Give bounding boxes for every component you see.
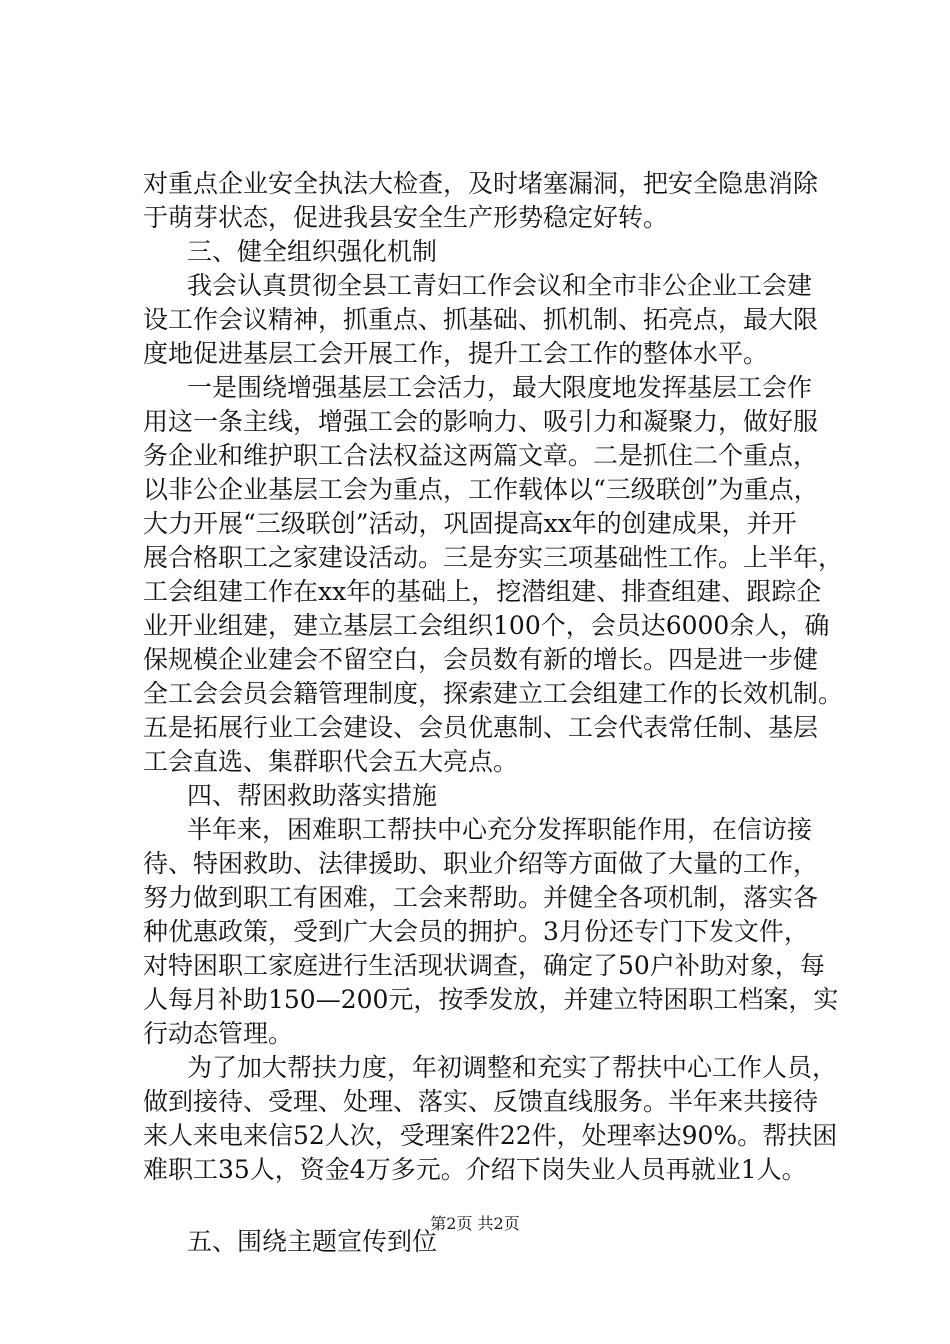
text-line: 工会直选、集群职代会五大亮点。 bbox=[143, 747, 519, 776]
text-line: 对重点企业安全执法大检查，及时堵塞漏洞，把安全隐患消除 bbox=[143, 169, 819, 198]
text-line: 务企业和维护职工合法权益这两篇文章。二是抓住二个重点， bbox=[143, 441, 819, 470]
page-footer: 第2页 共2页 bbox=[430, 1214, 520, 1233]
text-line: 三、健全组织强化机制 bbox=[187, 237, 438, 266]
text-line: 五是拓展行业工会建设、会员优惠制、工会代表常任制、基层 bbox=[143, 713, 819, 742]
text-line: 做到接待、受理、处理、落实、反馈直线服务。半年来共接待 bbox=[143, 1087, 819, 1116]
text-line: 来人来电来信52人次，受理案件22件，处理率达90%。帮扶困 bbox=[143, 1121, 838, 1150]
text-line: 于萌芽状态，促进我县安全生产形势稳定好转。 bbox=[143, 203, 669, 232]
text-line: 待、特困救助、法律援助、职业介绍等方面做了大量的工作， bbox=[143, 849, 819, 878]
text-line: 以非公企业基层工会为重点，工作载体以“三级联创”为重点， bbox=[143, 475, 819, 504]
text-line: 努力做到职工有困难，工会来帮助。并健全各项机制，落实各 bbox=[143, 883, 819, 912]
text-line: 度地促进基层工会开展工作，提升工会工作的整体水平。 bbox=[143, 339, 769, 368]
text-line: 四、帮困救助落实措施 bbox=[187, 781, 438, 810]
text-line: 对特困职工家庭进行生活现状调查，确定了50户补助对象，每 bbox=[143, 951, 825, 980]
text-line: 难职工35人，资金4万多元。介绍下岗失业人员再就业1人。 bbox=[143, 1155, 807, 1184]
text-line: 大力开展“三级联创”活动，巩固提高xx年的创建成果，并开 bbox=[143, 509, 797, 538]
text-line: 工会组建工作在xx年的基础上，挖潜组建、排查组建、跟踪企 bbox=[143, 577, 822, 606]
text-line: 人每月补助150—200元，按季发放，并建立特困职工档案，实 bbox=[143, 985, 839, 1014]
text-line: 我会认真贯彻全县工青妇工作会议和全市非公企业工会建 bbox=[187, 271, 813, 300]
text-line: 全工会会员会籍管理制度，探索建立工会组建工作的长效机制。 bbox=[143, 679, 844, 708]
text-line: 行动态管理。 bbox=[143, 1019, 294, 1048]
text-line: 用这一条主线，增强工会的影响力、吸引力和凝聚力，做好服 bbox=[143, 407, 819, 436]
text-line: 业开业组建，建立基层工会组织100个，会员达6000余人，确 bbox=[143, 611, 830, 640]
text-line: 保规模企业建会不留空白，会员数有新的增长。四是进一步健 bbox=[143, 645, 819, 674]
text-line: 一是围绕增强基层工会活力，最大限度地发挥基层工会作 bbox=[187, 373, 813, 402]
text-line: 半年来，困难职工帮扶中心充分发挥职能作用，在信访接 bbox=[187, 815, 813, 844]
text-line: 设工作会议精神，抓重点、抓基础、抓机制、拓亮点，最大限 bbox=[143, 305, 819, 334]
document-body bbox=[143, 167, 844, 1259]
text-line: 展合格职工之家建设活动。三是夯实三项基础性工作。上半年， bbox=[143, 543, 844, 572]
text-line: 为了加大帮扶力度，年初调整和充实了帮扶中心工作人员， bbox=[187, 1053, 838, 1082]
text-line: 五、围绕主题宣传到位 bbox=[187, 1227, 438, 1256]
text-line: 种优惠政策，受到广大会员的拥护。3月份还专门下发文件， bbox=[143, 917, 809, 946]
